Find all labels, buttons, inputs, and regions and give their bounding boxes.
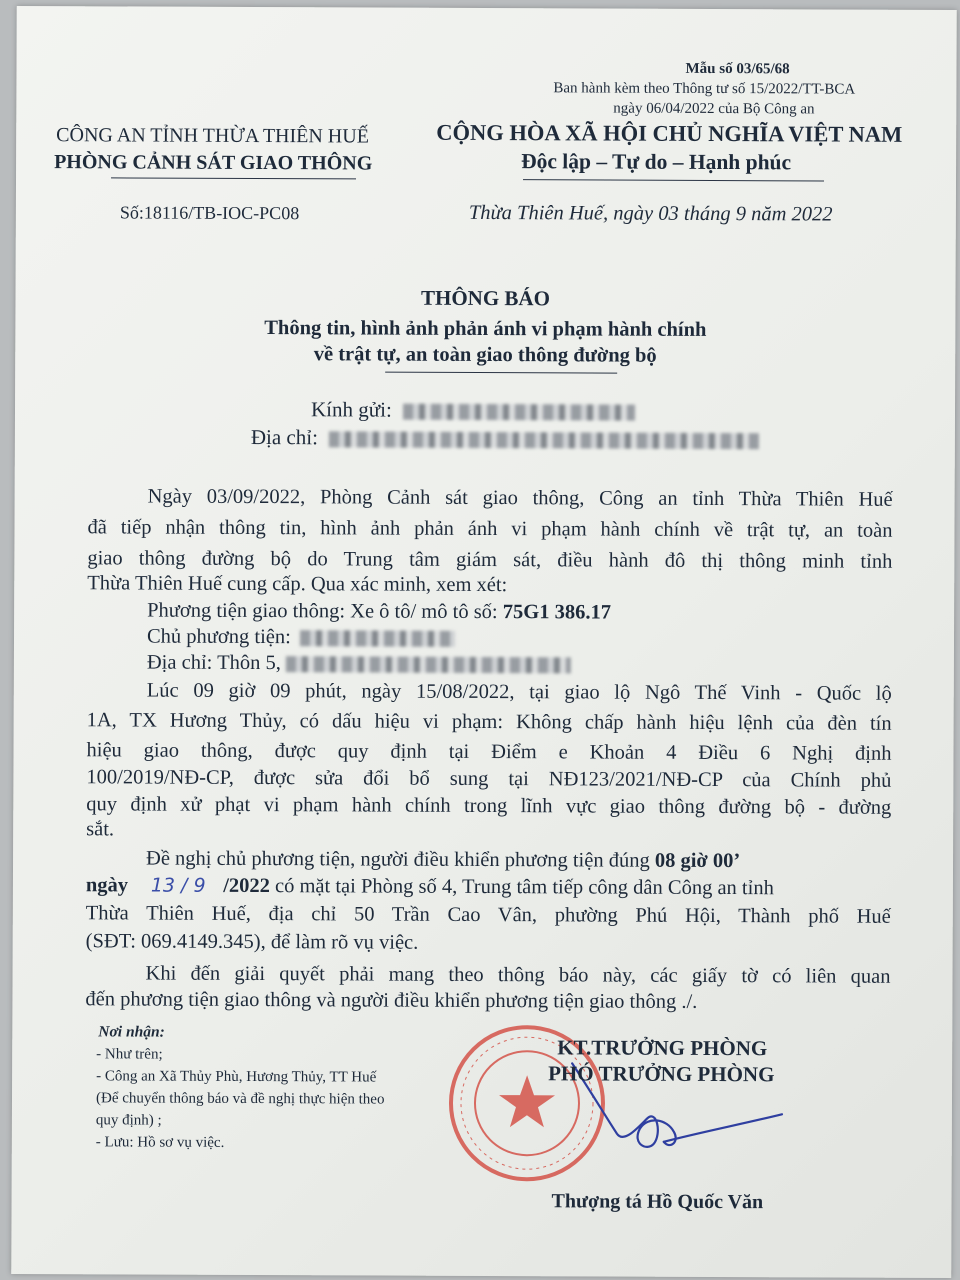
p3-year: /2022 [223,874,270,898]
title-underline [385,372,617,374]
p3-start: Đề nghị chủ phương tiện, người điều khiển phương tiện đúng [146,847,655,872]
recipient-item-2: - Công an Xã Thủy Phù, Hương Thủy, TT Huế [96,1068,377,1086]
recipient-address-label: Địa chỉ: [250,424,319,450]
doc-subtitle-1: Thông tin, hình ảnh phản ánh vi phạm hành chính [264,317,707,341]
p3-line-4: (SĐT: 069.4149.345), để làm rõ vụ việc. [85,930,419,954]
recipient-to-label: Kính gửi: [310,397,392,422]
vehicle-label: Phương tiện giao thông: Xe ô tô/ mô tô số: [147,599,503,624]
agency-parent: CÔNG AN TỈNH THỪA THIÊN HUẾ [56,124,369,148]
doc-title: THÔNG BÁO [420,285,551,311]
p1-line-3: giao thông đường bộ do Trung tâm giám sát, điều hành đô thị thông minh tỉnh [87,547,893,573]
form-issued-line1: Ban hành kèm theo Thông tư số 15/2022/TT-BCA [553,80,856,98]
form-number: Mẫu số 03/65/68 [685,60,790,78]
p4-line-2: đến phương tiện giao thông và người điều khiển phương tiện giao thông ./. [85,988,698,1013]
agency-underline [111,177,356,179]
p1-line-2: đã tiếp nhận thông tin, hình ảnh phản ánh vi phạm hành chính về trật tự, an toàn [87,516,893,542]
p2-line-1: Lúc 09 giờ 09 phút, ngày 15/08/2022, tại giao lộ Ngô Thế Vinh - Quốc lộ [146,679,892,705]
p2-line-5: quy định xử phạt vi phạm hành chính trong lĩnh vực giao thông đường bộ - đường [86,793,892,819]
p3-day-label: ngày [85,874,129,897]
recipient-to [311,397,635,423]
p2-line-3: hiệu giao thông, được quy định tại Điểm e Khoản 4 Điều 6 Nghị định [86,739,892,765]
recipient-item-1: - Như trên; [96,1046,163,1063]
signature-title-1: KT.TRƯỞNG PHÒNG [557,1035,768,1061]
recipient-item-3: (Để chuyển thông báo và đề nghị thực hiện theo [95,1090,385,1108]
p3-line-3: Thừa Thiên Huế, địa chỉ 50 Trần Cao Vân, phường Phú Hội, Thành phố Huế [85,902,891,928]
recipient-address [251,425,759,452]
motto-underline [523,179,824,181]
redacted-address [329,432,759,450]
recipient-item-4: quy định) ; [95,1112,162,1129]
nation-name: CỘNG HÒA XÃ HỘI CHỦ NGHĨA VIỆT NAM [436,119,903,147]
p2-line-6: sắt. [86,818,115,841]
redacted-owner-address [286,656,571,673]
p4-line-1: Khi đến giải quyết phải mang theo thông báo này, các giấy tờ có liên quan [145,962,891,988]
agency-name: PHÒNG CẢNH SÁT GIAO THÔNG [54,151,373,175]
p2-line-4: 100/2019/NĐ-CP, được sửa đổi bổ sung tại NĐ123/2021/NĐ-CP của Chính phủ [86,766,892,792]
owner-label: Chủ phương tiện: [146,625,291,649]
nation-motto: Độc lập – Tự do – Hạnh phúc [521,149,792,175]
recipient-item-5: - Lưu: Hồ sơ vụ việc. [95,1134,225,1151]
document-page [11,6,957,1278]
place-date: Thừa Thiên Huế, ngày 03 tháng 9 năm 2022 [468,201,833,226]
recipients-label: Nơi nhận: [98,1023,165,1041]
p3-time: 08 giờ 00’ [654,849,741,873]
signature-title-2: PHÓ TRƯỞNG PHÒNG [548,1061,775,1087]
signer-name: Thượng tá Hồ Quốc Văn [551,1190,764,1214]
doc-subtitle-2: về trật tự, an toàn giao thông đường bộ [313,343,657,367]
vehicle-plate: 75G1 386.17 [502,601,612,624]
p1-line-1: Ngày 03/09/2022, Phòng Cảnh sát giao thông, Công an tỉnh Thừa Thiên Huế [147,485,893,511]
p2-line-2: 1A, TX Hương Thủy, có dấu hiệu vi phạm: Không chấp hành hiệu lệnh của đèn tín [86,709,892,735]
p1-line-4: Thừa Thiên Huế cung cấp. Qua xác minh, xem xét: [87,572,508,597]
doc-number: Số:18116/TB-IOC-PC08 [119,202,300,224]
form-issued-line2: ngày 06/04/2022 của Bộ Công an [613,100,815,118]
p3-rest: có mặt tại Phòng số 4, Trung tâm tiếp công dân Công an tỉnh [269,875,774,900]
owner-address-label: Địa chỉ: Thôn 5, [146,651,287,675]
redacted-recipient [403,404,635,421]
handwritten-date: 13 / 9 [150,874,206,897]
redacted-owner [300,630,455,647]
